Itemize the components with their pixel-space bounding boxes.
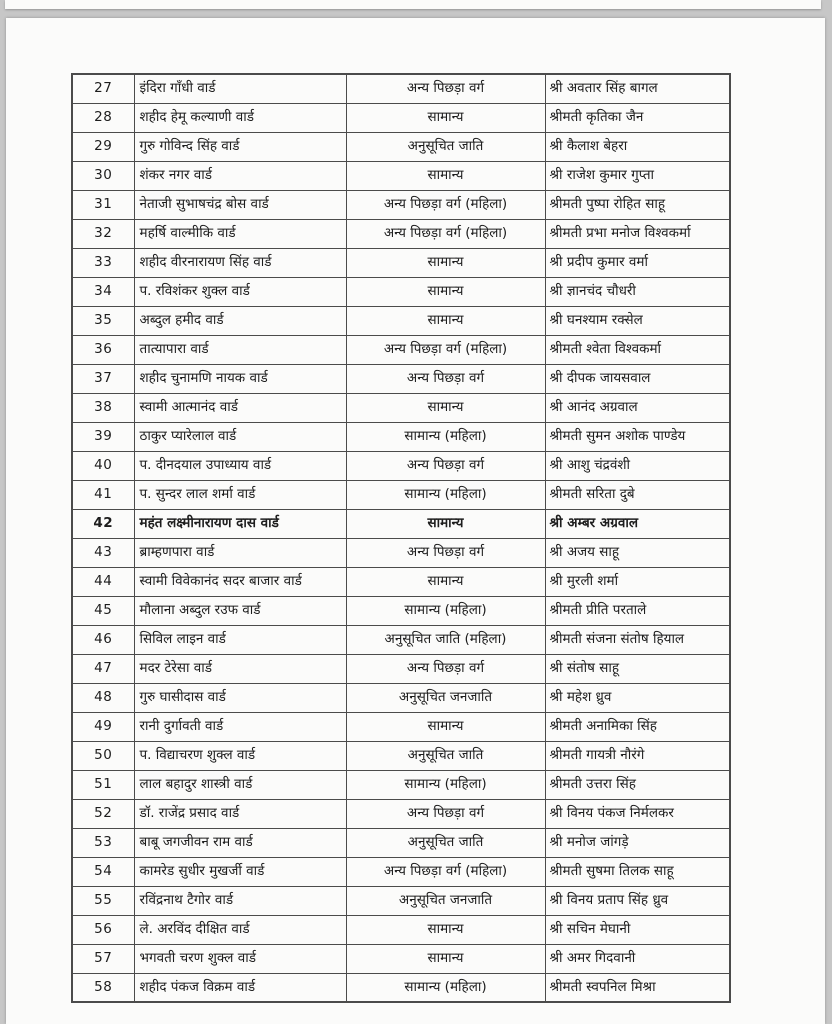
person-name-cell: श्री अमर गिदवानी xyxy=(545,944,730,973)
previous-page-edge xyxy=(5,0,821,9)
ward-number-cell: 33 xyxy=(72,248,134,277)
ward-number-cell: 51 xyxy=(72,770,134,799)
category-cell: अन्य पिछड़ा वर्ग (महिला) xyxy=(346,190,545,219)
table-row xyxy=(72,683,730,712)
table-row xyxy=(72,741,730,770)
person-name-cell: श्री मनोज जांगड़े xyxy=(545,828,730,857)
person-name-cell: श्री अवतार सिंह बागल xyxy=(545,74,730,103)
person-name-cell: श्रीमती सरिता दुबे xyxy=(545,480,730,509)
table-row xyxy=(72,944,730,973)
table-row xyxy=(72,306,730,335)
category-cell: सामान्य xyxy=(346,509,545,538)
person-name-cell: श्रीमती पुष्पा रोहित साहू xyxy=(545,190,730,219)
category-cell: सामान्य xyxy=(346,567,545,596)
ward-number-cell: 45 xyxy=(72,596,134,625)
table-row xyxy=(72,74,730,103)
table-row xyxy=(72,509,730,538)
person-name-cell: श्री सचिन मेघानी xyxy=(545,915,730,944)
ward-name-cell: महंत लक्ष्मीनारायण दास वार्ड xyxy=(134,509,346,538)
category-cell: अन्य पिछड़ा वर्ग xyxy=(346,538,545,567)
person-name-cell: श्रीमती सुषमा तिलक साहू xyxy=(545,857,730,886)
table-row xyxy=(72,596,730,625)
ward-number-cell: 35 xyxy=(72,306,134,335)
category-cell: अन्य पिछड़ा वर्ग (महिला) xyxy=(346,219,545,248)
person-name-cell: श्रीमती उत्तरा सिंह xyxy=(545,770,730,799)
category-cell: सामान्य xyxy=(346,248,545,277)
ward-name-cell: गुरु गोविन्द सिंह वार्ड xyxy=(134,132,346,161)
category-cell: सामान्य xyxy=(346,393,545,422)
table-row xyxy=(72,422,730,451)
ward-name-cell: शहीद चुनामणि नायक वार्ड xyxy=(134,364,346,393)
table-row xyxy=(72,277,730,306)
category-cell: सामान्य (महिला) xyxy=(346,770,545,799)
table-row xyxy=(72,393,730,422)
ward-number-cell: 28 xyxy=(72,103,134,132)
category-cell: सामान्य (महिला) xyxy=(346,596,545,625)
category-cell: सामान्य xyxy=(346,161,545,190)
category-cell: सामान्य xyxy=(346,103,545,132)
ward-number-cell: 27 xyxy=(72,74,134,103)
table-row xyxy=(72,451,730,480)
table-row xyxy=(72,103,730,132)
ward-number-cell: 49 xyxy=(72,712,134,741)
category-cell: अन्य पिछड़ा वर्ग xyxy=(346,364,545,393)
person-name-cell: श्रीमती श्वेता विश्वकर्मा xyxy=(545,335,730,364)
ward-name-cell: डॉ. राजेंद्र प्रसाद वार्ड xyxy=(134,799,346,828)
category-cell: सामान्य xyxy=(346,306,545,335)
category-cell: सामान्य xyxy=(346,915,545,944)
ward-number-cell: 46 xyxy=(72,625,134,654)
ward-name-cell: भगवती चरण शुक्ल वार्ड xyxy=(134,944,346,973)
ward-number-cell: 38 xyxy=(72,393,134,422)
ward-name-cell: शहीद हेमू कल्याणी वार्ड xyxy=(134,103,346,132)
ward-number-cell: 50 xyxy=(72,741,134,770)
ward-number-cell: 32 xyxy=(72,219,134,248)
person-name-cell: श्री प्रदीप कुमार वर्मा xyxy=(545,248,730,277)
ward-name-cell: तात्यापारा वार्ड xyxy=(134,335,346,364)
document-page xyxy=(6,18,825,1024)
ward-name-cell: अब्दुल हमीद वार्ड xyxy=(134,306,346,335)
table-row xyxy=(72,480,730,509)
ward-number-cell: 44 xyxy=(72,567,134,596)
person-name-cell: श्री ज्ञानचंद चौधरी xyxy=(545,277,730,306)
table-row xyxy=(72,915,730,944)
table-row xyxy=(72,538,730,567)
category-cell: अनुसूचित जाति (महिला) xyxy=(346,625,545,654)
ward-number-cell: 48 xyxy=(72,683,134,712)
ward-name-cell: सिविल लाइन वार्ड xyxy=(134,625,346,654)
ward-number-cell: 56 xyxy=(72,915,134,944)
category-cell: अन्य पिछड़ा वर्ग xyxy=(346,451,545,480)
ward-name-cell: गुरु घासीदास वार्ड xyxy=(134,683,346,712)
ward-name-cell: इंदिरा गाँधी वार्ड xyxy=(134,74,346,103)
table-row xyxy=(72,567,730,596)
category-cell: अन्य पिछड़ा वर्ग (महिला) xyxy=(346,335,545,364)
ward-name-cell: रविंद्रनाथ टैगोर वार्ड xyxy=(134,886,346,915)
ward-number-cell: 53 xyxy=(72,828,134,857)
table-row xyxy=(72,973,730,1002)
category-cell: अन्य पिछड़ा वर्ग xyxy=(346,74,545,103)
category-cell: अनुसूचित जनजाति xyxy=(346,683,545,712)
table-row xyxy=(72,364,730,393)
category-cell: सामान्य xyxy=(346,944,545,973)
category-cell: सामान्य (महिला) xyxy=(346,973,545,1002)
category-cell: अनुसूचित जाति xyxy=(346,828,545,857)
ward-number-cell: 29 xyxy=(72,132,134,161)
ward-name-cell: प. विद्याचरण शुक्ल वार्ड xyxy=(134,741,346,770)
ward-name-cell: प. रविशंकर शुक्ल वार्ड xyxy=(134,277,346,306)
table-row xyxy=(72,886,730,915)
ward-number-cell: 47 xyxy=(72,654,134,683)
ward-number-cell: 39 xyxy=(72,422,134,451)
ward-name-cell: रानी दुर्गावती वार्ड xyxy=(134,712,346,741)
ward-table xyxy=(71,73,731,1003)
ward-name-cell: मौलाना अब्दुल रउफ वार्ड xyxy=(134,596,346,625)
category-cell: अन्य पिछड़ा वर्ग xyxy=(346,799,545,828)
category-cell: सामान्य (महिला) xyxy=(346,422,545,451)
person-name-cell: श्री अजय साहू xyxy=(545,538,730,567)
ward-number-cell: 31 xyxy=(72,190,134,219)
table-row xyxy=(72,219,730,248)
person-name-cell: श्री आशु चंद्रवंशी xyxy=(545,451,730,480)
person-name-cell: श्री कैलाश बेहरा xyxy=(545,132,730,161)
ward-name-cell: मदर टेरेसा वार्ड xyxy=(134,654,346,683)
table-row xyxy=(72,770,730,799)
ward-number-cell: 52 xyxy=(72,799,134,828)
person-name-cell: श्रीमती कृतिका जैन xyxy=(545,103,730,132)
person-name-cell: श्रीमती प्रीति परताले xyxy=(545,596,730,625)
person-name-cell: श्री आनंद अग्रवाल xyxy=(545,393,730,422)
person-name-cell: श्री राजेश कुमार गुप्ता xyxy=(545,161,730,190)
ward-number-cell: 57 xyxy=(72,944,134,973)
ward-name-cell: नेताजी सुभाषचंद्र बोस वार्ड xyxy=(134,190,346,219)
ward-name-cell: महर्षि वाल्मीकि वार्ड xyxy=(134,219,346,248)
person-name-cell: श्री संतोष साहू xyxy=(545,654,730,683)
category-cell: अनुसूचित जाति xyxy=(346,741,545,770)
ward-name-cell: प. दीनदयाल उपाध्याय वार्ड xyxy=(134,451,346,480)
person-name-cell: श्रीमती सुमन अशोक पाण्डेय xyxy=(545,422,730,451)
ward-name-cell: स्वामी विवेकानंद सदर बाजार वार्ड xyxy=(134,567,346,596)
person-name-cell: श्री विनय प्रताप सिंह ध्रुव xyxy=(545,886,730,915)
person-name-cell: श्री विनय पंकज निर्मलकर xyxy=(545,799,730,828)
ward-number-cell: 42 xyxy=(72,509,134,538)
ward-number-cell: 43 xyxy=(72,538,134,567)
ward-number-cell: 41 xyxy=(72,480,134,509)
category-cell: सामान्य xyxy=(346,277,545,306)
ward-number-cell: 40 xyxy=(72,451,134,480)
ward-number-cell: 55 xyxy=(72,886,134,915)
ward-number-cell: 34 xyxy=(72,277,134,306)
table-row xyxy=(72,712,730,741)
person-name-cell: श्रीमती अनामिका सिंह xyxy=(545,712,730,741)
ward-number-cell: 37 xyxy=(72,364,134,393)
table-row xyxy=(72,248,730,277)
ward-number-cell: 58 xyxy=(72,973,134,1002)
ward-name-cell: ठाकुर प्यारेलाल वार्ड xyxy=(134,422,346,451)
table-row xyxy=(72,161,730,190)
person-name-cell: श्री दीपक जायसवाल xyxy=(545,364,730,393)
table-row xyxy=(72,828,730,857)
ward-name-cell: ब्राम्हणपारा वार्ड xyxy=(134,538,346,567)
ward-name-cell: स्वामी आत्मानंद वार्ड xyxy=(134,393,346,422)
ward-name-cell: कामरेड सुधीर मुखर्जी वार्ड xyxy=(134,857,346,886)
category-cell: सामान्य (महिला) xyxy=(346,480,545,509)
ward-number-cell: 30 xyxy=(72,161,134,190)
person-name-cell: श्रीमती प्रभा मनोज विश्वकर्मा xyxy=(545,219,730,248)
category-cell: अनुसूचित जाति xyxy=(346,132,545,161)
table-row xyxy=(72,625,730,654)
ward-name-cell: शहीद पंकज विक्रम वार्ड xyxy=(134,973,346,1002)
ward-number-cell: 36 xyxy=(72,335,134,364)
person-name-cell: श्रीमती गायत्री नौरंगे xyxy=(545,741,730,770)
table-row xyxy=(72,335,730,364)
person-name-cell: श्री अम्बर अग्रवाल xyxy=(545,509,730,538)
category-cell: अनुसूचित जनजाति xyxy=(346,886,545,915)
ward-name-cell: शंकर नगर वार्ड xyxy=(134,161,346,190)
person-name-cell: श्रीमती स्वपनिल मिश्रा xyxy=(545,973,730,1002)
ward-name-cell: लाल बहादुर शास्त्री वार्ड xyxy=(134,770,346,799)
ward-name-cell: प. सुन्दर लाल शर्मा वार्ड xyxy=(134,480,346,509)
category-cell: अन्य पिछड़ा वर्ग xyxy=(346,654,545,683)
person-name-cell: श्री महेश ध्रुव xyxy=(545,683,730,712)
ward-table-body xyxy=(72,74,730,1002)
person-name-cell: श्री मुरली शर्मा xyxy=(545,567,730,596)
ward-name-cell: बाबू जगजीवन राम वार्ड xyxy=(134,828,346,857)
ward-number-cell: 54 xyxy=(72,857,134,886)
table-row xyxy=(72,132,730,161)
table-row xyxy=(72,190,730,219)
table-row xyxy=(72,799,730,828)
person-name-cell: श्री घनश्याम रक्सेल xyxy=(545,306,730,335)
ward-name-cell: शहीद वीरनारायण सिंह वार्ड xyxy=(134,248,346,277)
ward-name-cell: ले. अरविंद दीक्षित वार्ड xyxy=(134,915,346,944)
table-row xyxy=(72,654,730,683)
person-name-cell: श्रीमती संजना संतोष हियाल xyxy=(545,625,730,654)
table-row xyxy=(72,857,730,886)
category-cell: सामान्य xyxy=(346,712,545,741)
category-cell: अन्य पिछड़ा वर्ग (महिला) xyxy=(346,857,545,886)
